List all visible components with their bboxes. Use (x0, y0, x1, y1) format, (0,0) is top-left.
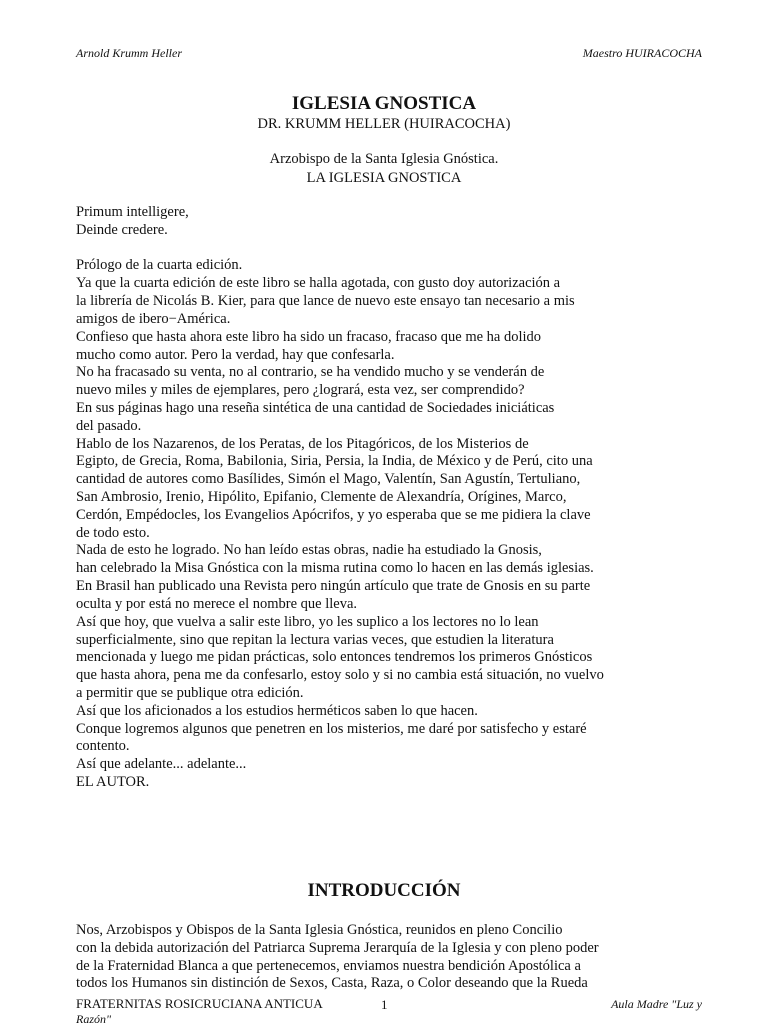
body-line: nuevo miles y miles de ejemplares, pero ¿logrará, esta vez, ser comprendido? (76, 382, 525, 399)
body-line: a permitir que se publique otra edición. (76, 684, 304, 701)
body-line: han celebrado la Misa Gnóstica con la misma rutina como lo hacen en las demás iglesias. (76, 560, 594, 577)
body-line: Confieso que hasta ahora este libro ha sido un fracaso, fracaso que me ha dolido (76, 328, 542, 345)
body-line: Así que los aficionados a los estudios herméticos saben lo que hacen. (76, 702, 478, 719)
church-heading-line: LA IGLESIA GNOSTICA (306, 170, 462, 186)
footer-aula-madre: Aula Madre "Luz y (611, 997, 702, 1011)
intro-line: todos los Humanos sin distinción de Sexos, Casta, Raza, o Color deseando que la Rueda (76, 975, 588, 992)
page-number: 1 (381, 997, 388, 1012)
archbishop-line: Arzobispo de la Santa Iglesia Gnóstica. (269, 151, 499, 167)
body-line: Ya que la cuarta edición de este libro se halla agotada, con gusto doy autorización a (76, 275, 561, 292)
body-line: Egipto, de Grecia, Roma, Babilonia, Siria, Persia, la India, de México y de Perú, cito una (76, 453, 593, 470)
intro-line: de la Fraternidad Blanca a que pertenecemos, enviamos nuestra bendición Apostólica a (76, 957, 581, 974)
body-line: mucho como autor. Pero la verdad, hay que confesarla. (76, 346, 395, 363)
body-line: contento. (76, 738, 130, 755)
body-line: cantidad de autores como Basílides, Simón el Mago, Valentín, San Agustín, Tertuliano, (76, 471, 581, 488)
body-line: Así que adelante... adelante... (76, 756, 247, 773)
body-line (76, 240, 696, 258)
page-footer (0, 996, 768, 1024)
body-line: de todo esto. (76, 524, 150, 541)
body-line: que hasta ahora, pena me da confesarlo, estoy solo y si no cambia está situación, no vuelvo (76, 667, 604, 684)
body-line: Deinde credere. (76, 221, 168, 238)
body-line: En Brasil han publicado una Revista pero ningún artículo que trate de Gnosis en su parte (76, 578, 591, 595)
body-text (76, 204, 696, 792)
body-line: En sus páginas hago una reseña sintética de una cantidad de Sociedades iniciáticas (76, 399, 555, 416)
body-line: del pasado. (76, 417, 142, 434)
header-maestro: Maestro HUIRACOCHA (582, 46, 702, 60)
body-line: Cerdón, Empédocles, los Evangelios Apócrifos, y yo esperaba que se me pidiera la clave (76, 506, 591, 523)
introduction-heading: INTRODUCCIÓN (307, 880, 461, 901)
body-line: San Ambrosio, Irenio, Hipólito, Epifanio, Clemente de Alexandría, Orígines, Marco, (76, 489, 567, 505)
body-line: No ha fracasado su venta, no al contrario, se ha vendido mucho y se venderán de (76, 364, 545, 381)
body-line: Prólogo de la cuarta edición. (76, 257, 243, 274)
body-line: mencionada y luego me pidan prácticas, solo entonces tendremos los primeros Gnósticos (76, 649, 593, 666)
body-line: la librería de Nicolás B. Kier, para que lance de nuevo este ensayo tan necesario a mis (76, 293, 575, 310)
footer-fraternity: FRATERNITAS ROSICRUCIANA ANTICUA (76, 996, 323, 1011)
header-author: Arnold Krumm Heller (76, 46, 182, 60)
body-line: Conque logremos algunos que penetren en los misterios, me daré por satisfecho y estaré (76, 720, 587, 737)
introduction-text (76, 922, 696, 993)
document-title: IGLESIA GNOSTICA (291, 93, 477, 114)
body-line: Nada de esto he logrado. No han leído estas obras, nadie ha estudiado la Gnosis, (76, 542, 542, 559)
body-line: Hablo de los Nazarenos, de los Peratas, de los Pitagóricos, de los Misterios de (76, 435, 529, 452)
intro-line: con la debida autorización del Patriarca Suprema Jerarquía de la Iglesia y con pleno poder (76, 939, 599, 956)
body-line: amigos de ibero−América. (76, 310, 231, 327)
body-line: superficialmente, sino que repitan la lectura varias veces, que estudien la literatura (76, 631, 554, 648)
footer-continuation: Razón" (76, 1012, 112, 1026)
body-line: Así que hoy, que vuelva a salir este libro, yo les suplico a los lectores no lo lean (76, 613, 539, 630)
document-subtitle: DR. KRUMM HELLER (HUIRACOCHA) (257, 116, 511, 132)
body-line: oculta y por está no merece el nombre que lleva. (76, 595, 358, 612)
intro-line: Nos, Arzobispos y Obispos de la Santa Iglesia Gnóstica, reunidos en pleno Concilio (76, 922, 563, 938)
body-line: EL AUTOR. (76, 774, 150, 790)
body-line: Primum intelligere, (76, 204, 189, 220)
